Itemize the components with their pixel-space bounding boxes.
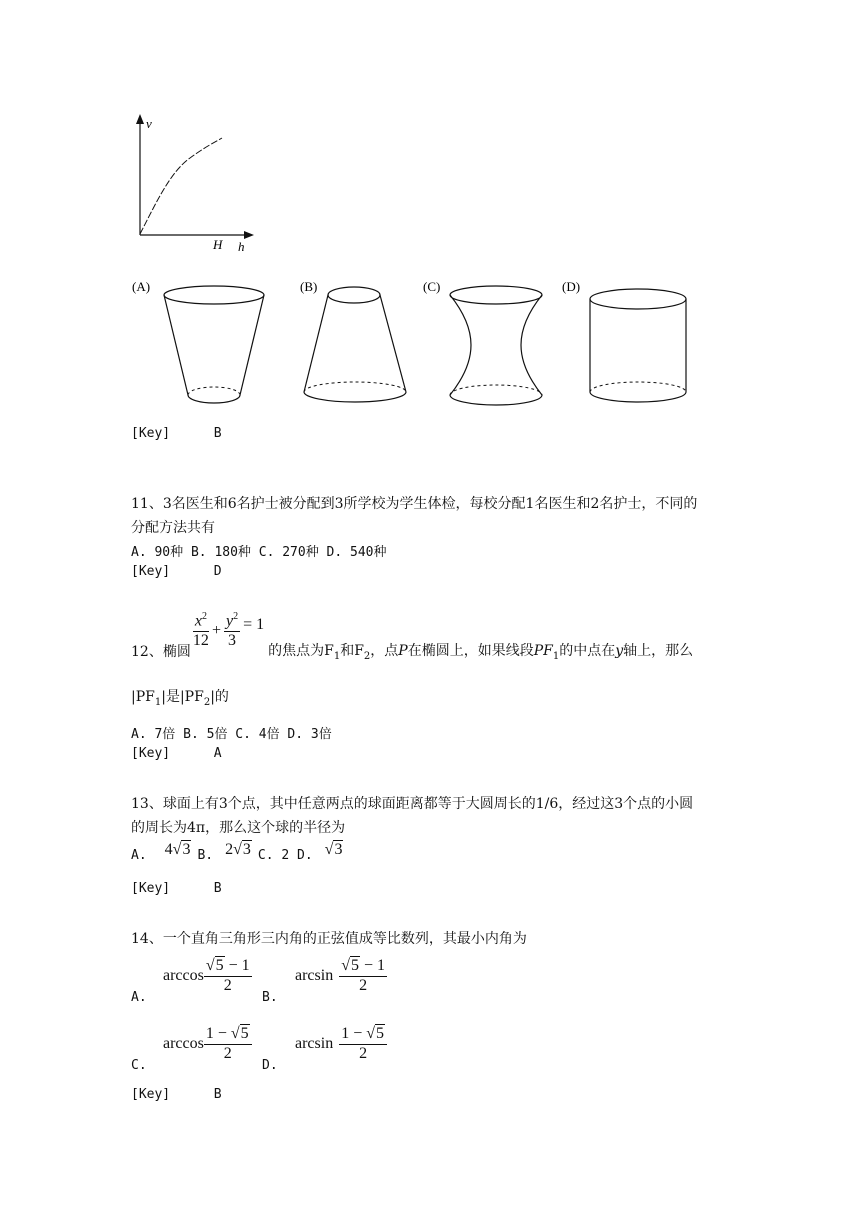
key-label: [Key]: [131, 746, 171, 761]
q13-line1: 13、球面上有3个点，其中任意两点的球面距离都等于大圆周长的1/6，经过这3个点的小圆: [131, 796, 694, 812]
figure-c-side-right: [521, 295, 542, 395]
figure-c-label: (C): [423, 279, 441, 294]
equals-one: = 1: [243, 615, 265, 633]
figure-b-top: [328, 287, 380, 303]
key-answer: B: [213, 1087, 222, 1102]
key-answer: A: [213, 746, 222, 761]
figure-d-label: (D): [562, 279, 581, 294]
figure-a-bottom-front: [188, 395, 240, 403]
figure-d-top: [590, 289, 686, 309]
q12-line1: [131, 611, 694, 662]
ellipse-term-y: $\frac{y^2}{3}$: [225, 611, 239, 650]
q14-choice-d-letter: D.: [262, 1058, 278, 1073]
key-line-q10: [131, 426, 222, 441]
x-mark-label: H: [213, 237, 223, 252]
figure-c-side-left: [450, 295, 471, 395]
q12-line2: $|PF_1|$是$|PF_2|$的: [131, 689, 229, 708]
graph-curve: [140, 138, 222, 234]
key-answer: B: [213, 426, 222, 441]
key-label: [Key]: [131, 564, 171, 579]
figure-a-side-right: [240, 295, 264, 395]
fraction-d: $\frac{1 - √5}{2}$: [339, 1026, 387, 1063]
q14-line1: 14、一个直角三角形三内角的正弦值成等比数列，其最小内角为: [131, 931, 527, 947]
figure-d-bottom-front: [590, 392, 686, 402]
figure-b-bottom-front: [304, 392, 406, 402]
fraction-a: $\frac{√5 - 1}{2}$: [205, 957, 250, 994]
q11-line1: 11、3名医生和6名护士被分配到3所学校为学生体检，每校分配1名医生和2名护士，不同的: [131, 496, 698, 512]
q12-text: 的焦点为$F_1$和$F_2$，点P在椭圆上，如果线段$PF_1$的中点在y轴上，那么: [268, 643, 694, 662]
q14-choice-b-letter: B.: [262, 990, 278, 1005]
choice-d-value: √3: [324, 841, 343, 858]
key-label: [Key]: [131, 1087, 171, 1102]
figure-b-side-right: [380, 295, 406, 392]
q13-choices: A. 4√3 B. 2√3 C. 2 D. √3: [131, 841, 343, 863]
q14-choice-a-letter: A.: [131, 990, 147, 1005]
q14-choice-c-letter: C.: [131, 1058, 147, 1073]
figure-d-bottom-back: [590, 382, 686, 392]
q14-choice-c: arccos $\frac{1 - √5}{2}$: [163, 1026, 252, 1063]
figure-c-top: [450, 286, 542, 304]
q13-line2: 的周长为4π，那么这个球的半径为: [131, 820, 346, 836]
figure-c-bottom-front: [450, 395, 542, 405]
key-line-q12: [131, 746, 222, 761]
key-line-q11: [131, 564, 222, 579]
container-figures: [128, 275, 698, 415]
choice-b-value: 2√3: [225, 841, 251, 858]
figure-b-side-left: [304, 295, 328, 392]
key-label: [Key]: [131, 881, 171, 896]
q14-choice-b: arcsin $\frac{√5 - 1}{2}$: [295, 957, 386, 994]
figure-a-side-left: [164, 295, 188, 395]
x-axis-label: h: [238, 239, 245, 254]
q12-prefix: 12、椭圆: [131, 643, 191, 660]
ellipse-term-x: $\frac{x^2}{12}$: [192, 611, 209, 650]
q14-choice-d: arcsin $\frac{1 - √5}{2}$: [295, 1026, 387, 1063]
choice-a-value: 4√3: [164, 841, 191, 858]
figure-b-label: (B): [300, 279, 318, 294]
fraction-c: $\frac{1 - √5}{2}$: [204, 1026, 252, 1063]
figure-c-bottom-back: [450, 385, 542, 395]
fraction-b: $\frac{√5 - 1}{2}$: [341, 957, 386, 994]
key-line-q13: [131, 881, 222, 896]
figure-a-bottom-back: [188, 387, 240, 395]
key-line-q14: [131, 1087, 222, 1102]
y-axis-arrow: [136, 114, 144, 124]
key-answer: D: [213, 564, 222, 579]
figure-a-top: [164, 286, 264, 304]
key-label: [Key]: [131, 426, 171, 441]
q12-choices: A. 7倍 B. 5倍 C. 4倍 D. 3倍: [131, 727, 332, 742]
q11-line2: 分配方法共有: [131, 520, 215, 536]
y-axis-label: v: [146, 116, 152, 131]
key-answer: B: [213, 881, 222, 896]
plus-sign: +: [211, 621, 221, 639]
x-axis-arrow: [244, 231, 254, 239]
figure-b-bottom-back: [304, 382, 406, 392]
q11-choices: A. 90种 B. 180种 C. 270种 D. 540种: [131, 545, 387, 560]
velocity-height-graph: [120, 110, 260, 255]
figure-a-label: (A): [132, 279, 151, 294]
q14-choice-a: arccos $\frac{√5 - 1}{2}$: [163, 957, 250, 994]
